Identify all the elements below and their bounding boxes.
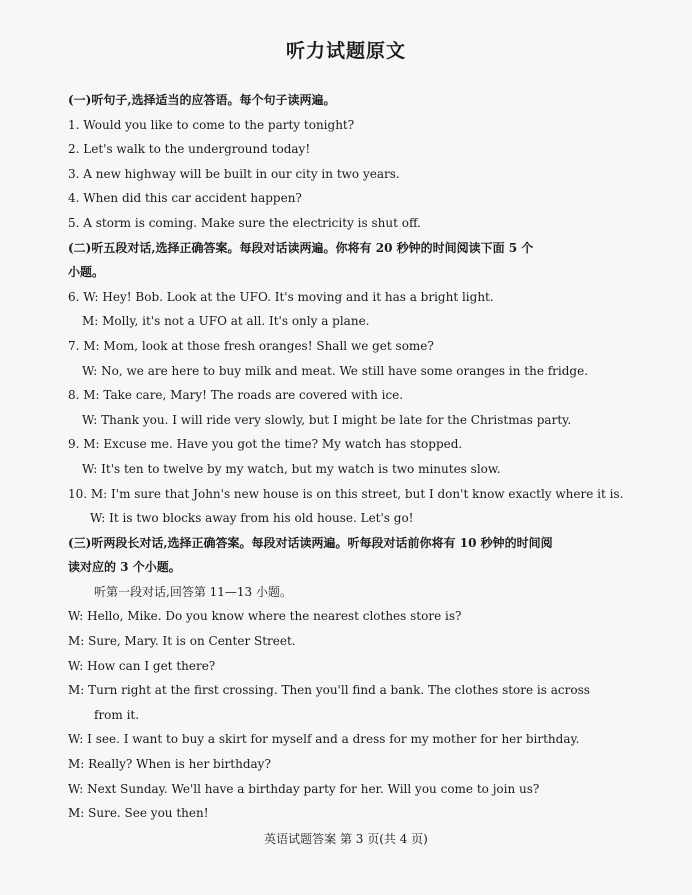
long-dialogue-line: M: Turn right at the first crossing. Then you'll find a bank. The clothes store is across xyxy=(68,683,590,698)
sentence-2: 2. Let's walk to the underground today! xyxy=(68,142,311,157)
sentence-5: 5. A storm is coming. Make sure the electricity is shut off. xyxy=(68,215,421,230)
section-1-heading: (一)听句子,选择适当的应答语。每个句子读两遍。 xyxy=(68,93,336,107)
section-2-heading-cont: 小题。 xyxy=(68,265,105,280)
dialogue-6-line-1: 6. W: Hey! Bob. Look at the UFO. It's moving and it has a bright light. xyxy=(68,289,494,304)
sentence-1: 1. Would you like to come to the party tonight? xyxy=(68,117,355,132)
long-dialogue-line: M: Sure, Mary. It is on Center Street. xyxy=(68,634,296,649)
dialogue-7-line-1: 7. M: Mom, look at those fresh oranges! Shall we get some? xyxy=(68,338,434,353)
dialogue-8-line-1: 8. M: Take care, Mary! The roads are covered with ice. xyxy=(68,388,404,403)
page-title: 听力试题原文 xyxy=(285,40,406,62)
section-2-heading: (二)听五段对话,选择正确答案。每段对话读两遍。你将有 20 秒钟的时间阅读下面 5 个 xyxy=(68,240,534,255)
long-dialogue-line: M: Really? When is her birthday? xyxy=(68,757,271,772)
dialogue-7-line-2: W: No, we are here to buy milk and meat. We still have some oranges in the fridge. xyxy=(82,363,589,378)
transcript-body xyxy=(68,88,648,826)
long-dialogue-line: W: I see. I want to buy a skirt for myself and a dress for my mother for her birthday. xyxy=(68,732,580,747)
long-dialogue-line: M: Sure. See you then! xyxy=(68,806,209,821)
long-dialogue-line: W: Next Sunday. We'll have a birthday party for her. Will you come to join us? xyxy=(68,781,540,796)
dialogue-10-line-2: W: It is two blocks away from his old house. Let's go! xyxy=(90,511,414,526)
long-dialogue-line: W: How can I get there? xyxy=(68,658,216,673)
sentence-4: 4. When did this car accident happen? xyxy=(68,191,302,206)
page-footer: 英语试题答案 第 3 页(共 4 页) xyxy=(264,832,428,846)
dialogue-8-line-2: W: Thank you. I will ride very slowly, but I might be late for the Christmas party. xyxy=(82,412,572,427)
section-3-heading: (三)听两段长对话,选择正确答案。每段对话读两遍。听每段对话前你将有 10 秒钟的时间阅 xyxy=(68,535,553,550)
dialogue-9-line-1: 9. M: Excuse me. Have you got the time? My watch has stopped. xyxy=(68,437,463,452)
sentence-3: 3. A new highway will be built in our city in two years. xyxy=(68,166,400,181)
long-dialogue-line-cont: from it. xyxy=(94,707,140,722)
long-dialogue-line: W: Hello, Mike. Do you know where the nearest clothes store is? xyxy=(68,609,462,624)
dialogue-9-line-2: W: It's ten to twelve by my watch, but my watch is two minutes slow. xyxy=(82,461,501,476)
dialogue-6-line-2: M: Molly, it's not a UFO at all. It's only a plane. xyxy=(82,314,370,329)
dialogue-1-instruction: 听第一段对话,回答第 11—13 小题。 xyxy=(94,584,292,599)
dialogue-10-line-1: 10. M: I'm sure that John's new house is on this street, but I don't know exactly where it is. xyxy=(68,486,624,501)
section-3-heading-cont: 读对应的 3 个小题。 xyxy=(68,560,181,575)
